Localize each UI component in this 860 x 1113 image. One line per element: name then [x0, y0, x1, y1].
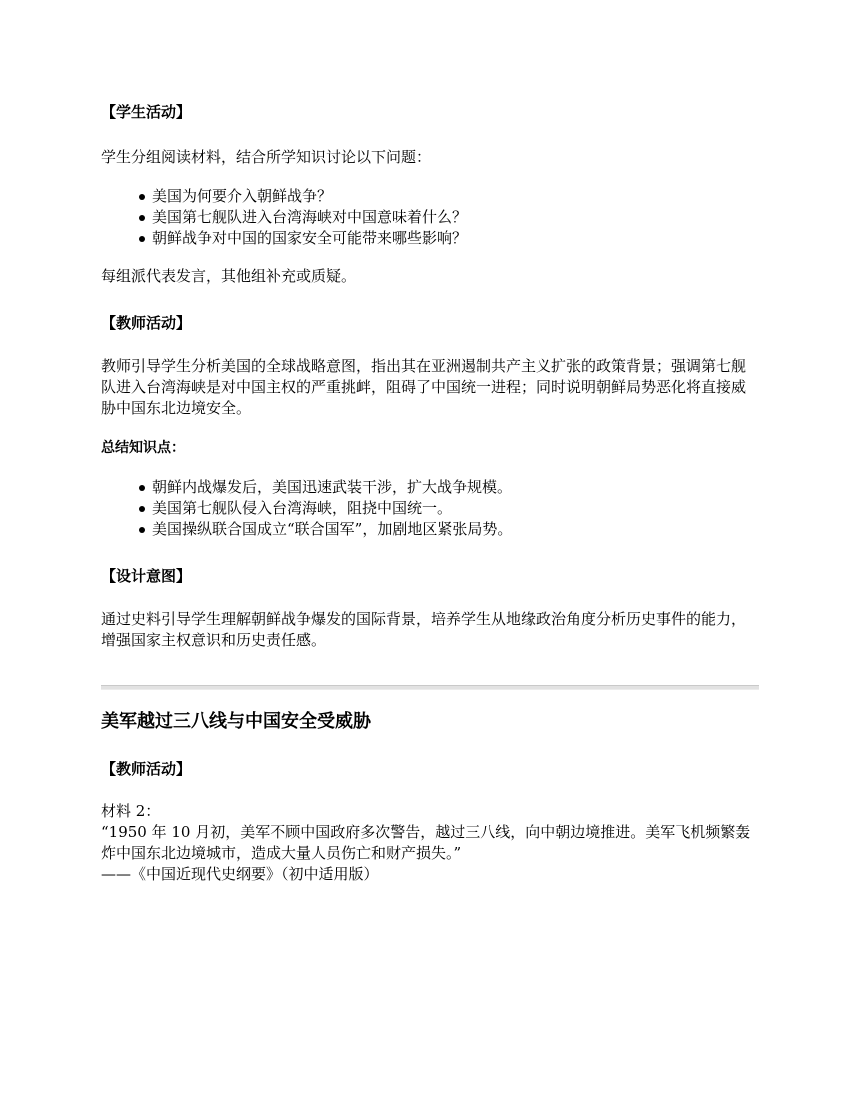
- list-item: 美国操纵联合国成立“联合国军”，加剧地区紧张局势。: [101, 519, 759, 540]
- list-item: 朝鲜战争对中国的国家安全可能带来哪些影响？: [101, 228, 759, 249]
- discussion-question-list: [101, 186, 759, 249]
- student-activity-heading: 【学生活动】: [101, 103, 192, 121]
- summary-point-list: [101, 477, 759, 540]
- material-quote: “1950 年 10 月初，美军不顾中国政府多次警告，越过三八线，向中朝边境推进。美军飞机频繁轰炸中国东北边境城市，造成大量人员伤亡和财产损失。”: [101, 823, 751, 862]
- material-source: ——《中国近现代史纲要》（初中适用版）: [101, 865, 379, 883]
- list-item: 美国为何要介入朝鲜战争？: [101, 186, 759, 207]
- section-title: 美军越过三八线与中国安全受威胁: [101, 711, 371, 732]
- list-item: 美国第七舰队侵入台湾海峡，阻挠中国统一。: [101, 498, 759, 519]
- bullet-icon: [139, 194, 145, 200]
- section-divider: [101, 685, 759, 690]
- bullet-icon: [139, 236, 145, 242]
- new-section-teacher-heading: 【教师活动】: [101, 760, 192, 778]
- bullet-icon: [139, 506, 145, 512]
- summary-label: 总结知识点：: [101, 440, 185, 456]
- student-activity-closing: 每组派代表发言，其他组补充或质疑。: [101, 267, 357, 285]
- design-intent-heading: 【设计意图】: [101, 567, 192, 585]
- material-label: 材料 2：: [101, 802, 161, 820]
- teacher-activity-body: 教师引导学生分析美国的全球战略意图，指出其在亚洲遏制共产主义扩张的政策背景；强调第七舰队进入台湾海峡是对中国主权的严重挑衅，阻碍了中国统一进程；同时说明朝鲜局势恶化将直接威胁中国东北边境安全。: [101, 357, 747, 417]
- list-item: 美国第七舰队进入台湾海峡对中国意味着什么？: [101, 207, 759, 228]
- bullet-icon: [139, 215, 145, 221]
- bullet-icon: [139, 485, 145, 491]
- teacher-activity-heading: 【教师活动】: [101, 314, 192, 332]
- list-item: 朝鲜内战爆发后，美国迅速武装干涉，扩大战争规模。: [101, 477, 759, 498]
- design-intent-body: 通过史料引导学生理解朝鲜战争爆发的国际背景，培养学生从地缘政治角度分析历史事件的能力，增强国家主权意识和历史责任感。: [101, 610, 747, 649]
- student-activity-intro: 学生分组阅读材料，结合所学知识讨论以下问题：: [101, 148, 432, 166]
- bullet-icon: [139, 527, 145, 533]
